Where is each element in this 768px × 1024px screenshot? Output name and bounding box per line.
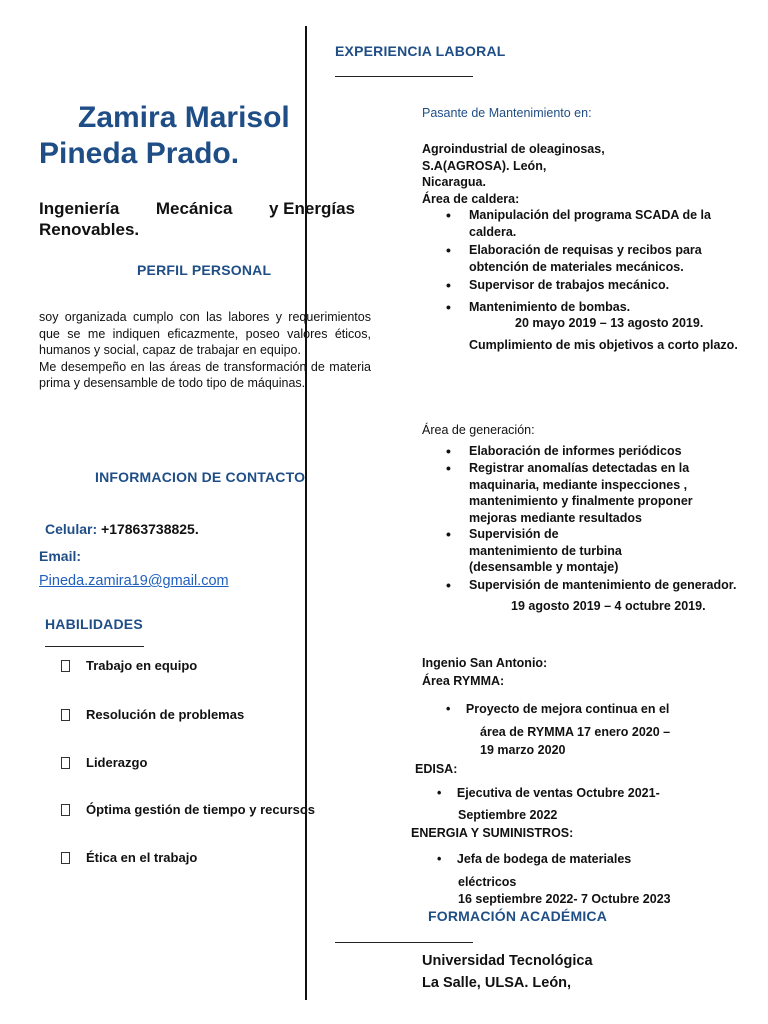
company-line-2: S.A(AGROSA). León, [422, 158, 547, 173]
skill-item [61, 850, 197, 865]
job4-item-cont2: 16 septiembre 2022- 7 Octubre 2023 [458, 892, 671, 906]
list-item: • Elaboración de informes periódicos [422, 443, 742, 460]
contact-title: INFORMACION DE CONTACTO [95, 469, 306, 485]
area2-date: 19 agosto 2019 – 4 octubre 2019. [511, 598, 706, 613]
education-line1: Universidad Tecnológica [422, 953, 593, 969]
education-title: FORMACIÓN ACADÉMICA [428, 908, 608, 924]
area2-list [422, 443, 742, 595]
job3-company: EDISA: [415, 762, 458, 776]
skill-item [61, 802, 315, 817]
bullet-icon: • [437, 786, 442, 800]
phone-row [45, 521, 199, 537]
career-word-3: y Energías [268, 199, 355, 218]
area1-note: Cumplimiento de mis objetivos a corto plazo. [469, 337, 738, 352]
job2-company: Ingenio San Antonio: [422, 656, 548, 670]
job3-item-cont: Septiembre 2022 [458, 808, 558, 822]
skill-label: Ética en el trabajo [86, 850, 198, 865]
job2-item-cont1: área de RYMMA 17 enero 2020 – [480, 725, 671, 739]
profile-paragraph-1: soy organizada cumplo con las labores y requerimientos que se me indiquen eficazmente, poseo valores éticos, humanos y social, capaz de trabajar en equipo. [39, 310, 371, 357]
list-item: • Supervisión de mantenimiento de generador. [422, 576, 742, 595]
list-item: • Elaboración de requisas y recibos para obtención de materiales mecánicos. [422, 242, 742, 275]
list-item: • Registrar anomalías detectadas en la maquinaria, mediante inspecciones , mantenimiento y finalmente proponer mejoras mediante resultados [422, 460, 742, 526]
career-line2: Renovables. [39, 220, 140, 239]
skill-label: Liderazgo [86, 755, 148, 770]
list-item: • Mantenimiento de bombas. [422, 299, 742, 316]
email-label: Email: [39, 548, 82, 564]
job2-bullet-row [446, 701, 669, 718]
job2-item: Proyecto de mejora continua en el [465, 702, 670, 716]
experience-title: EXPERIENCIA LABORAL [335, 43, 506, 59]
missing-glyph-icon [61, 709, 70, 721]
job2-item-cont2: 19 marzo 2020 [480, 743, 566, 757]
skill-item [61, 658, 197, 673]
area1-list [422, 207, 742, 315]
profile-title: PERFIL PERSONAL [137, 262, 272, 278]
career-word-2: Mecánica [155, 199, 233, 218]
phone-value: +17863738825. [101, 521, 199, 537]
bullet-icon: • [437, 852, 442, 866]
profile-paragraph-2: Me desempeño en las áreas de transformación de materia prima y desensamble de todo tipo de máquinas. [39, 359, 371, 390]
name-line1: Zamira Marisol [78, 101, 290, 134]
list-item: • Manipulación del programa SCADA de la caldera. [422, 207, 742, 240]
experience-underline [335, 76, 473, 77]
skill-label: Trabajo en equipo [86, 658, 198, 673]
skills-title: HABILIDADES [45, 616, 143, 632]
phone-label: Celular: [45, 521, 98, 537]
experience-block-2 [422, 422, 742, 614]
job4-company: ENERGIA Y SUMINISTROS: [411, 826, 574, 840]
experience-block-1 [422, 141, 742, 355]
column-divider [305, 26, 307, 1000]
list-item: • Supervisión de mantenimiento de turbina (desensamble y montaje) [422, 526, 639, 576]
company-line-3: Nicaragua. [422, 175, 486, 189]
name-line2: Pineda Prado. [39, 137, 240, 170]
bullet-icon: • [446, 702, 451, 716]
career-title [39, 198, 355, 240]
list-item: • Supervisor de trabajos mecánico. [422, 277, 742, 294]
missing-glyph-icon [61, 660, 70, 672]
job4-item: Jefa de bodega de materiales [456, 852, 632, 866]
area1-date: 20 mayo 2019 – 13 agosto 2019. [515, 316, 704, 330]
skills-underline [45, 646, 144, 647]
education-line2: La Salle, ULSA. León, [422, 975, 572, 991]
company-line-1: Agroindustrial de oleaginosas, [422, 142, 605, 156]
missing-glyph-icon [61, 757, 70, 769]
skill-label: Resolución de problemas [86, 707, 245, 722]
job2-area: Área RYMMA: [422, 674, 505, 688]
skill-item [61, 707, 244, 722]
missing-glyph-icon [61, 852, 70, 864]
job4-bullet-row [437, 851, 631, 868]
intern-label: Pasante de Mantenimiento en: [422, 106, 592, 120]
education-underline [335, 942, 473, 943]
area2-title: Área de generación: [422, 423, 535, 437]
job3-item: Ejecutiva de ventas Octubre 2021- [456, 786, 660, 800]
area1-title: Área de caldera: [422, 191, 520, 206]
career-word-1: Ingeniería [39, 199, 120, 218]
skill-label: Óptima gestión de tiempo y recursos [86, 802, 315, 817]
profile-text [39, 309, 371, 392]
job4-item-cont1: eléctricos [458, 875, 517, 889]
skill-item [61, 755, 147, 770]
missing-glyph-icon [61, 804, 70, 816]
job3-bullet-row [437, 785, 660, 802]
email-link[interactable]: Pineda.zamira19@gmail.com [39, 573, 229, 589]
